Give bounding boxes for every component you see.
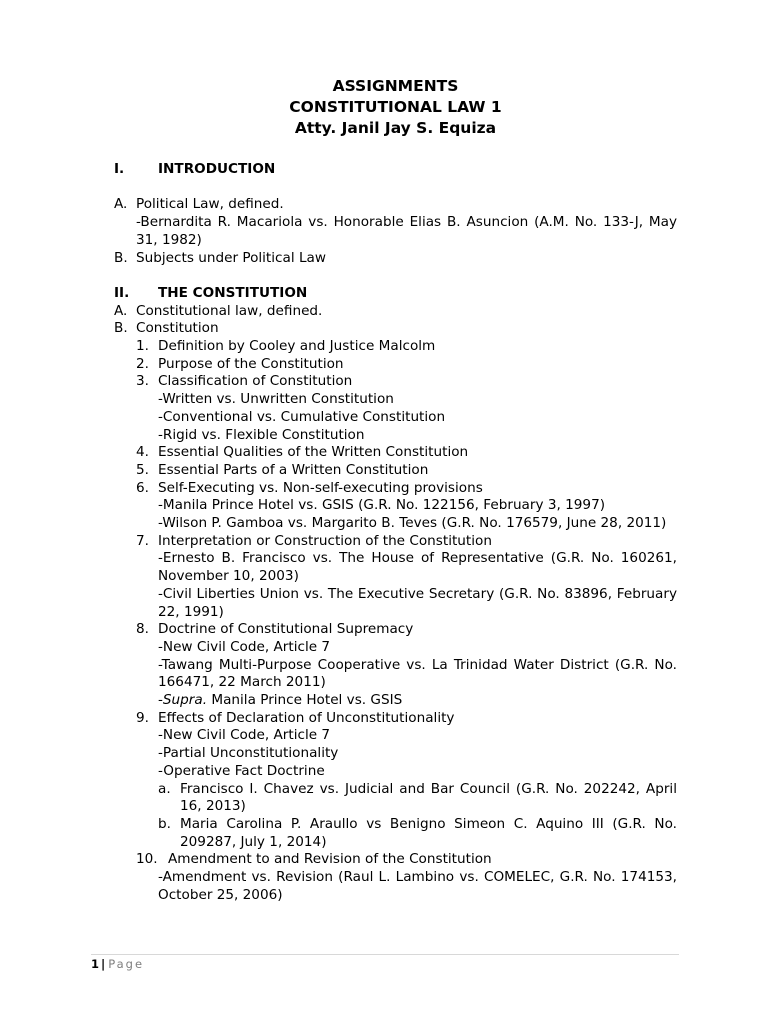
list-text: Political Law, defined. xyxy=(136,196,284,213)
case-citation: -Amendment vs. Revision (Raul L. Lambino vs. COMELEC, G.R. No. 174153, October 25, 2006) xyxy=(158,869,677,903)
section-number: II. xyxy=(114,284,130,301)
title-line-3: Atty. Janil Jay S. Equiza xyxy=(294,119,497,137)
case-citation: -Bernardita R. Macariola vs. Honorable Elias B. Asuncion (A.M. No. 133-J, May 31, 1982) xyxy=(136,214,677,248)
list-text: Essential Qualities of the Written Constitution xyxy=(158,444,469,461)
sub-item: -Rigid vs. Flexible Constitution xyxy=(158,426,365,443)
list-item xyxy=(114,444,677,462)
case-citation-supra xyxy=(114,692,677,710)
list-text: Constitutional law, defined. xyxy=(136,302,323,319)
sub-item: -New Civil Code, Article 7 xyxy=(158,727,331,744)
case-citation: -Tawang Multi-Purpose Cooperative vs. La Trinidad Water District (G.R. No. 166471, 22 March 2011) xyxy=(158,656,677,691)
list-marker: 4. xyxy=(136,444,149,461)
title-line-2: CONSTITUTIONAL LAW 1 xyxy=(289,98,502,116)
list-marker: 1. xyxy=(136,338,149,354)
section-heading-introduction xyxy=(114,161,677,179)
case-citation: -Wilson P. Gamboa vs. Margarito B. Teves (G.R. No. 176579, June 28, 2011) xyxy=(158,515,667,532)
footer-separator: | xyxy=(101,957,106,971)
title-line-1: ASSIGNMENTS xyxy=(332,77,459,95)
list-text: Amendment to and Revision of the Constitution xyxy=(168,851,492,868)
case-citation: -Ernesto B. Francisco vs. The House of Representative (G.R. No. 160261, November 10, 2003) xyxy=(158,550,677,585)
list-text: Self-Executing vs. Non-self-executing provisions xyxy=(158,479,483,496)
list-marker: 3. xyxy=(136,373,149,390)
section-title: THE CONSTITUTION xyxy=(158,284,308,301)
sub-item: -New Civil Code, Article 7 xyxy=(158,638,331,655)
section-heading-constitution xyxy=(114,285,677,303)
list-marker: 8. xyxy=(136,621,149,638)
list-marker: a. xyxy=(158,780,171,797)
list-marker: 9. xyxy=(136,709,149,726)
page-label: Page xyxy=(108,957,145,971)
list-marker: 5. xyxy=(136,461,149,478)
page-number: 1 xyxy=(91,957,100,971)
list-marker: B. xyxy=(114,320,128,337)
list-item xyxy=(114,621,677,639)
list-text: Interpretation or Construction of the Constitution xyxy=(158,532,492,549)
list-text: Constitution xyxy=(136,320,219,337)
page-footer xyxy=(91,954,679,971)
list-item xyxy=(114,462,677,480)
list-marker: 7. xyxy=(136,532,149,549)
sub-item: -Partial Unconstitutionality xyxy=(158,745,339,762)
supra-rest: Manila Prince Hotel vs. GSIS xyxy=(207,692,403,709)
list-marker: B. xyxy=(114,249,128,266)
section-number: I. xyxy=(114,161,125,177)
list-marker: 2. xyxy=(136,355,149,372)
list-text: Purpose of the Constitution xyxy=(158,355,344,372)
list-text: Essential Parts of a Written Constitution xyxy=(158,461,429,478)
list-item xyxy=(114,373,677,391)
list-item xyxy=(114,356,677,374)
case-list-item xyxy=(114,816,677,851)
sub-item: -Conventional vs. Cumulative Constitution xyxy=(158,408,446,425)
list-text: Subjects under Political Law xyxy=(136,249,326,266)
sub-item: -Written vs. Unwritten Constitution xyxy=(158,391,394,408)
case-list-item xyxy=(114,781,677,816)
document-title xyxy=(114,76,677,139)
list-text: Effects of Declaration of Unconstitutionality xyxy=(158,709,455,726)
list-marker: 10. xyxy=(136,851,158,868)
list-item xyxy=(114,250,677,268)
list-item xyxy=(114,533,677,551)
supra-italic: Supra. xyxy=(162,692,208,709)
list-item xyxy=(114,851,677,869)
list-item xyxy=(114,338,677,356)
section-title: INTRODUCTION xyxy=(158,161,276,177)
list-text: Francisco I. Chavez vs. Judicial and Bar Council (G.R. No. 202242, April 16, 2013) xyxy=(180,780,677,815)
list-marker: b. xyxy=(158,815,171,832)
list-item xyxy=(114,320,677,338)
list-text: Doctrine of Constitutional Supremacy xyxy=(158,621,414,638)
list-item xyxy=(114,303,677,321)
list-item xyxy=(114,196,677,214)
list-text: Maria Carolina P. Araullo vs Benigno Simeon C. Aquino III (G.R. No. 209287, July 1, 2014) xyxy=(180,815,677,850)
supra-prefix: - xyxy=(158,692,163,709)
case-citation: -Manila Prince Hotel vs. GSIS (G.R. No. 122156, February 3, 1997) xyxy=(158,497,606,514)
list-text: Classification of Constitution xyxy=(158,373,353,390)
list-marker: A. xyxy=(114,302,128,319)
list-text: Definition by Cooley and Justice Malcolm xyxy=(158,338,436,354)
list-marker: A. xyxy=(114,196,128,213)
sub-item: -Operative Fact Doctrine xyxy=(158,762,325,779)
list-marker: 6. xyxy=(136,479,149,496)
case-citation: -Civil Liberties Union vs. The Executive Secretary (G.R. No. 83896, February 22, 1991) xyxy=(158,585,677,620)
list-item xyxy=(114,710,677,728)
document-body xyxy=(114,76,677,905)
list-item xyxy=(114,480,677,498)
